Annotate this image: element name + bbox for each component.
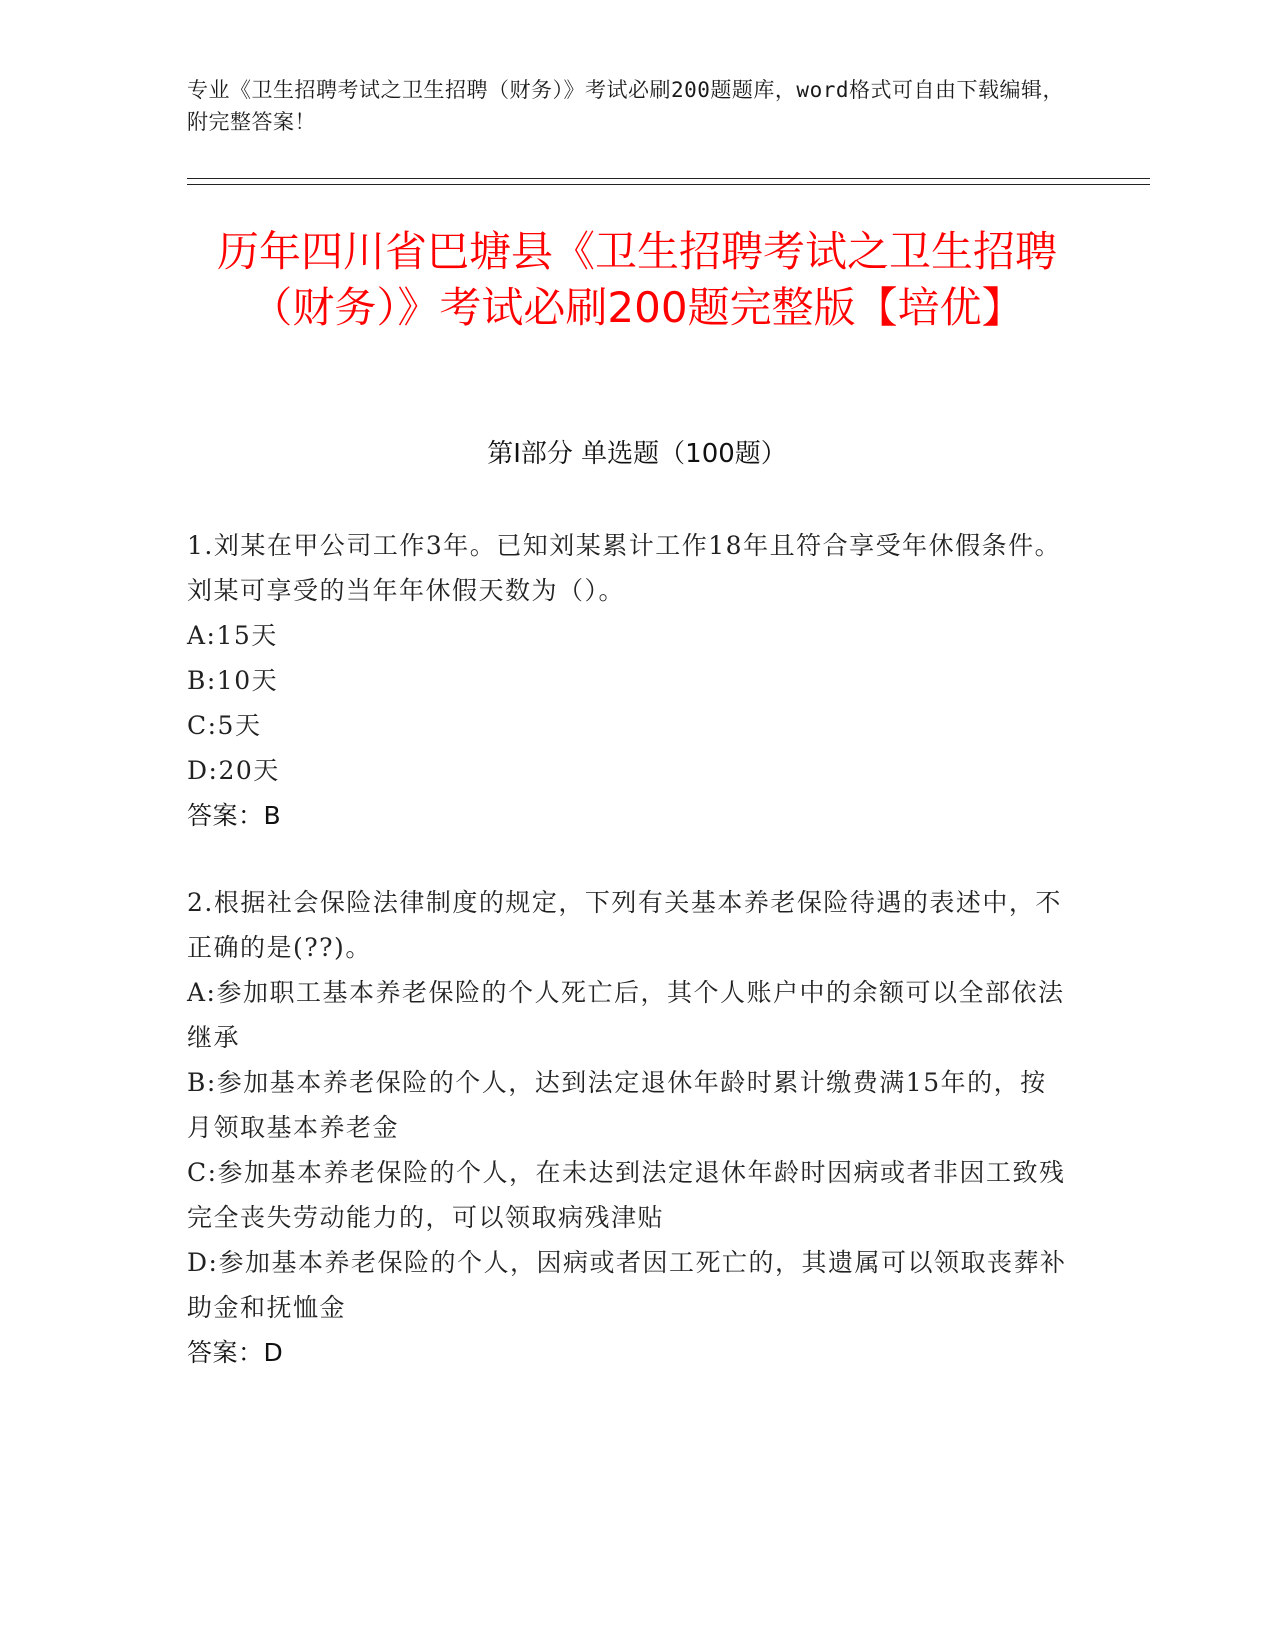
option-d: D:参加基本养老保险的个人，因病或者因工死亡的，其遗属可以领取丧葬补助金和抚恤金 — [187, 1248, 1067, 1322]
option-b: B:参加基本养老保险的个人，达到法定退休年龄时累计缴费满15年的，按月领取基本养老金 — [187, 1068, 1047, 1142]
answer-text: 答案：B — [187, 801, 282, 830]
document-title: 历年四川省巴塘县《卫生招聘考试之卫生招聘（财务）》考试必刷200题完整版【培优】 — [216, 227, 1057, 332]
question-block — [187, 880, 1067, 1375]
option-c: C:参加基本养老保险的个人，在未达到法定退休年龄时因病或者非因工致残完全丧失劳动能力的，可以领取病残津贴 — [187, 1158, 1066, 1232]
option-b: B:10天 — [187, 666, 279, 695]
question-stem: 2.根据社会保险法律制度的规定，下列有关基本养老保险待遇的表述中，不正确的是(??)。 — [187, 888, 1062, 962]
option-a: A:15天 — [187, 621, 278, 650]
question-block — [187, 523, 1067, 838]
option-c: C:5天 — [187, 711, 262, 740]
question-stem: 1.刘某在甲公司工作3年。已知刘某累计工作18年且符合享受年休假条件。刘某可享受的当年年休假天数为（）。 — [187, 531, 1062, 605]
header-note: 专业《卫生招聘考试之卫生招聘（财务）》考试必刷200题题库，word格式可自由下载编辑，附完整答案！ — [187, 78, 1064, 134]
option-a: A:参加职工基本养老保险的个人死亡后，其个人账户中的余额可以全部依法继承 — [187, 978, 1065, 1052]
option-d: D:20天 — [187, 756, 280, 785]
header-divider-bottom — [187, 184, 1150, 185]
answer-text: 答案：D — [187, 1338, 284, 1367]
header-divider-top — [187, 178, 1150, 179]
section-title: 第I部分 单选题（100题） — [487, 439, 787, 469]
